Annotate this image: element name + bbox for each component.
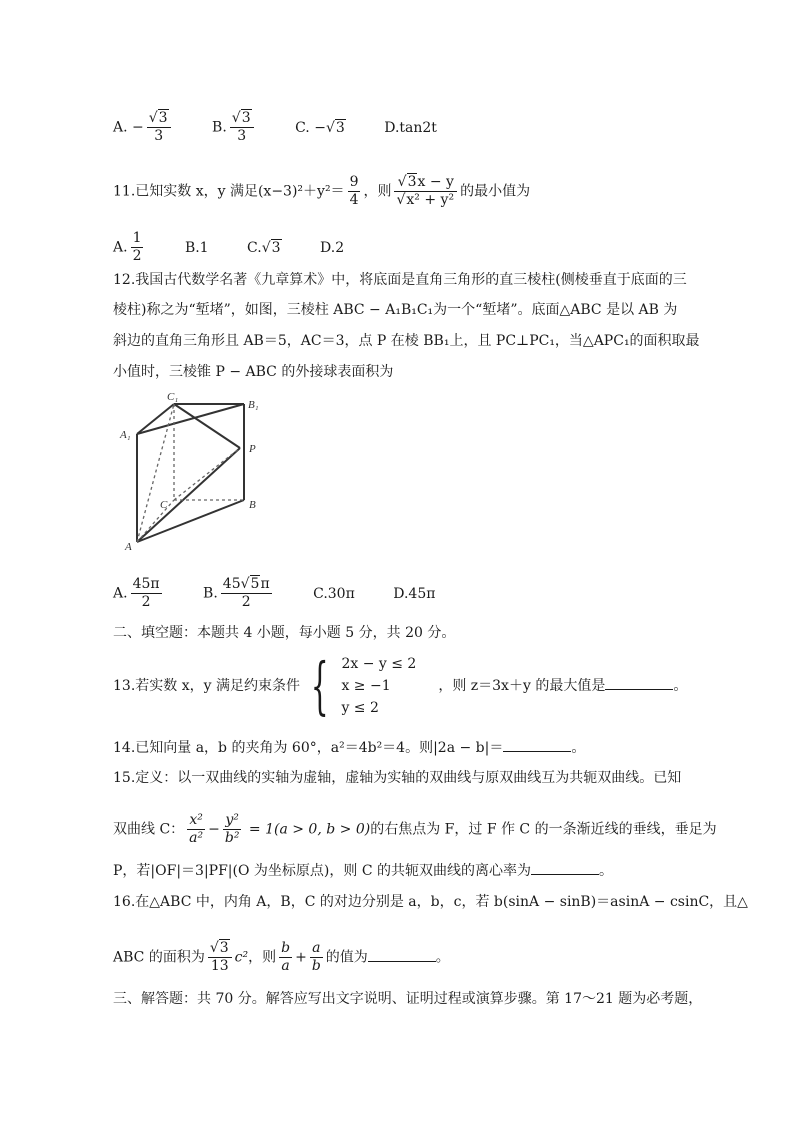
q13-end: 。 — [673, 678, 688, 694]
q10-b-num: 3 — [241, 110, 251, 126]
q10-a-fraction: $\frac{√3}{3}$ — [147, 110, 171, 145]
q13-constraint-2: x ≥ −1 — [341, 678, 391, 694]
q11-expression: $\frac{√3x - y}{\text{√x² + y²}}$ — [394, 174, 457, 209]
edge-a-c1 — [137, 404, 174, 542]
q15-line2: 双曲线 C： $\frac{\text{x²}}{\text{a²}}$ − $\frac{\text{y²}}{\text{b²}}$ = 1(a > 0, b > 0)的右焦点为 F，过 F 作 C 的一条渐近线的垂线，垂足为 — [113, 812, 717, 846]
q11-fraction — [348, 174, 361, 209]
q11-frac-den: 4 — [349, 192, 359, 208]
q11-option-b: B.1 — [184, 239, 209, 256]
q12-line2: 棱柱)称之为“堑堵”，如图，三棱柱 ABC − A₁B₁C₁为一个“堑堵”。底面△ABC 是以 AB 为 — [113, 302, 678, 318]
q10-option-d: D.tan2t — [384, 119, 437, 136]
q12-a-label: A. — [113, 585, 128, 602]
q14-answer-blank[interactable] — [503, 737, 571, 752]
q16-answer-blank[interactable] — [368, 947, 436, 962]
q15-line1: 15.定义：以一双曲线的实轴为虚轴，虚轴为实轴的双曲线与原双曲线互为共轭双曲线。已知 — [113, 770, 682, 786]
q11-option-a — [113, 230, 146, 265]
label-a1: A₁ — [120, 429, 131, 441]
prism-solid-edges — [137, 404, 244, 542]
q16-f2-num: a — [310, 940, 323, 958]
q11-frac-num: 9 — [349, 174, 359, 190]
q12-b-den: 2 — [241, 594, 251, 610]
q10-b-fraction: $\frac{√3}{3}$ — [230, 110, 254, 145]
q12-b-fraction: $\frac{45√5\pi}{2}$ — [222, 576, 270, 610]
q15-a2: a² — [189, 830, 204, 846]
q15-end: 。 — [598, 863, 613, 879]
q10-option-b — [212, 110, 257, 145]
q16-line2 — [113, 940, 450, 975]
q11-stem — [113, 174, 530, 209]
q11-option-d: D.2 — [320, 239, 345, 256]
q15-x-fraction — [187, 812, 205, 847]
q16-plus: + — [295, 949, 307, 966]
edge-a-p — [137, 448, 240, 542]
q11-expr-rad: 3 — [407, 174, 417, 190]
section-3-heading: 三、解答题：共 70 分。解答应写出文字说明、证明过程或演算步骤。第 17～21 题为必考题， — [113, 991, 703, 1007]
q11-a-fraction — [131, 230, 144, 265]
q16-fraction-2 — [310, 940, 323, 975]
q12-line4: 小值时，三棱锥 P − ABC 的外接球表面积为 — [113, 364, 394, 380]
q15-y2: y² — [223, 812, 242, 830]
q10-option-c: C. −√3 — [295, 119, 345, 136]
q14-text: 14.已知向量 a，b 的夹角为 60°，a²＝4b²＝4。则|2a − b|＝ — [113, 740, 504, 756]
edge-a1-b1 — [137, 404, 244, 434]
label-c: C — [160, 499, 168, 511]
edge-c1-p — [174, 404, 240, 448]
q12-option-d: D.45π — [393, 585, 436, 602]
q12-b-num-post: π — [260, 576, 270, 592]
q11-expr-rest: x − y — [417, 174, 454, 190]
q12-b-label: B. — [203, 585, 218, 602]
q16-area-rad: 3 — [219, 940, 229, 956]
q16-line2-mid: ，则 — [248, 949, 277, 966]
q11-text3: 的最小值为 — [460, 183, 531, 200]
edge-a-b — [137, 500, 244, 542]
q11-a-num: 1 — [132, 230, 142, 246]
q12-line3: 斜边的直角三角形且 AB＝5，AC＝3，点 P 在棱 BB₁上，且 PC⊥PC₁，当△APC₁的面积取最 — [113, 333, 700, 349]
q12-option-b — [203, 576, 275, 611]
q14-stem — [113, 737, 585, 758]
q13-stem — [113, 651, 687, 723]
q12-line1: 12.我国古代数学名著《九章算术》中，将底面是直角三角形的直三棱柱(侧棱垂直于底面的三 — [113, 272, 687, 288]
q11-c-label: C. — [247, 239, 262, 256]
q16-area-fraction: $\frac{√3}{13}$ — [208, 940, 232, 975]
q10-c-rad: 3 — [335, 119, 345, 136]
q15-line2-pre: 双曲线 C： — [113, 821, 185, 838]
q12-b-rad: 5 — [250, 576, 260, 592]
label-p: P — [249, 443, 256, 455]
q16-line1: 16.在△ABC 中，内角 A，B，C 的对边分别是 a，b，c，若 b(sinA − sinB)＝asinA − csinC，且△ — [113, 894, 748, 910]
q13-pre: 13.若实数 x，y 满足约束条件 — [113, 678, 300, 694]
q13-post: ，则 z＝3x＋y 的最大值是 — [438, 678, 606, 694]
label-b: B — [249, 499, 256, 511]
q12-b-num-pre: 45 — [222, 576, 241, 592]
q11-text2: ，则 — [363, 183, 392, 200]
q12-a-fraction — [131, 576, 162, 611]
q13-answer-blank[interactable] — [605, 675, 673, 690]
q11-expr-den: x² + y² — [406, 192, 455, 208]
q15-answer-blank[interactable] — [531, 860, 599, 875]
q16-area-post: c² — [234, 949, 249, 966]
q10-option-a — [113, 110, 174, 145]
q15-line2-post: 的右焦点为 F，过 F 作 C 的一条渐近线的垂线，垂足为 — [370, 821, 717, 838]
q13-constraint-1: 2x − y ≤ 2 — [341, 656, 417, 672]
q12-option-a — [113, 576, 165, 611]
q12-a-den: 2 — [141, 594, 151, 610]
q11-a-den: 2 — [132, 248, 142, 264]
q10-a-num: 3 — [158, 110, 168, 126]
q16-fraction-1 — [279, 940, 292, 975]
q11-text1: 11.已知实数 x，y 满足(x−3)²＋y²＝ — [113, 183, 345, 200]
q15-x2: x² — [187, 812, 205, 830]
q14-end: 。 — [571, 740, 586, 756]
q16-line2-pre: ABC 的面积为 — [113, 949, 205, 966]
q10-b-den: 3 — [237, 128, 247, 144]
q16-f1-num: b — [281, 940, 291, 956]
q13-constraints — [300, 649, 417, 722]
q10-options — [113, 110, 471, 145]
q12-options — [113, 576, 469, 611]
q12-option-c: C.30π — [313, 585, 355, 602]
label-a: A — [125, 541, 132, 553]
prism-figure — [112, 388, 272, 553]
q11-option-c: C.√3 — [247, 239, 281, 256]
q11-options — [113, 230, 378, 265]
label-b1: B₁ — [248, 399, 259, 411]
q15-b2: b² — [224, 830, 240, 846]
section-2-heading: 二、填空题：本题共 4 小题，每小题 5 分，共 20 分。 — [113, 625, 456, 641]
q16-end: 。 — [435, 949, 450, 966]
q10-a-den: 3 — [154, 128, 164, 144]
q16-f1-den: a — [281, 958, 290, 974]
q12-a-num: 45π — [132, 576, 160, 592]
q15-line3 — [113, 860, 613, 881]
q13-constraint-3: y ≤ 2 — [341, 700, 379, 716]
q10-a-label: A. − — [113, 119, 144, 136]
brace-icon: { — [310, 649, 329, 722]
q10-c-label: C. − — [295, 119, 326, 136]
q16-f2-den: b — [311, 958, 321, 974]
q11-c-rad: 3 — [271, 239, 281, 256]
q11-a-label: A. — [113, 239, 128, 256]
q15-condition: = 1(a > 0, b > 0) — [244, 821, 371, 838]
q15-y-fraction — [223, 812, 242, 847]
label-c1: C₁ — [167, 391, 179, 403]
q16-line2-post: 的值为 — [325, 949, 368, 966]
q15-line3-text: P，若|OF|＝3|PF|(O 为坐标原点)，则 C 的共轭双曲线的离心率为 — [113, 863, 531, 879]
q10-b-label: B. — [212, 119, 227, 136]
q16-area-den: 13 — [210, 958, 229, 974]
